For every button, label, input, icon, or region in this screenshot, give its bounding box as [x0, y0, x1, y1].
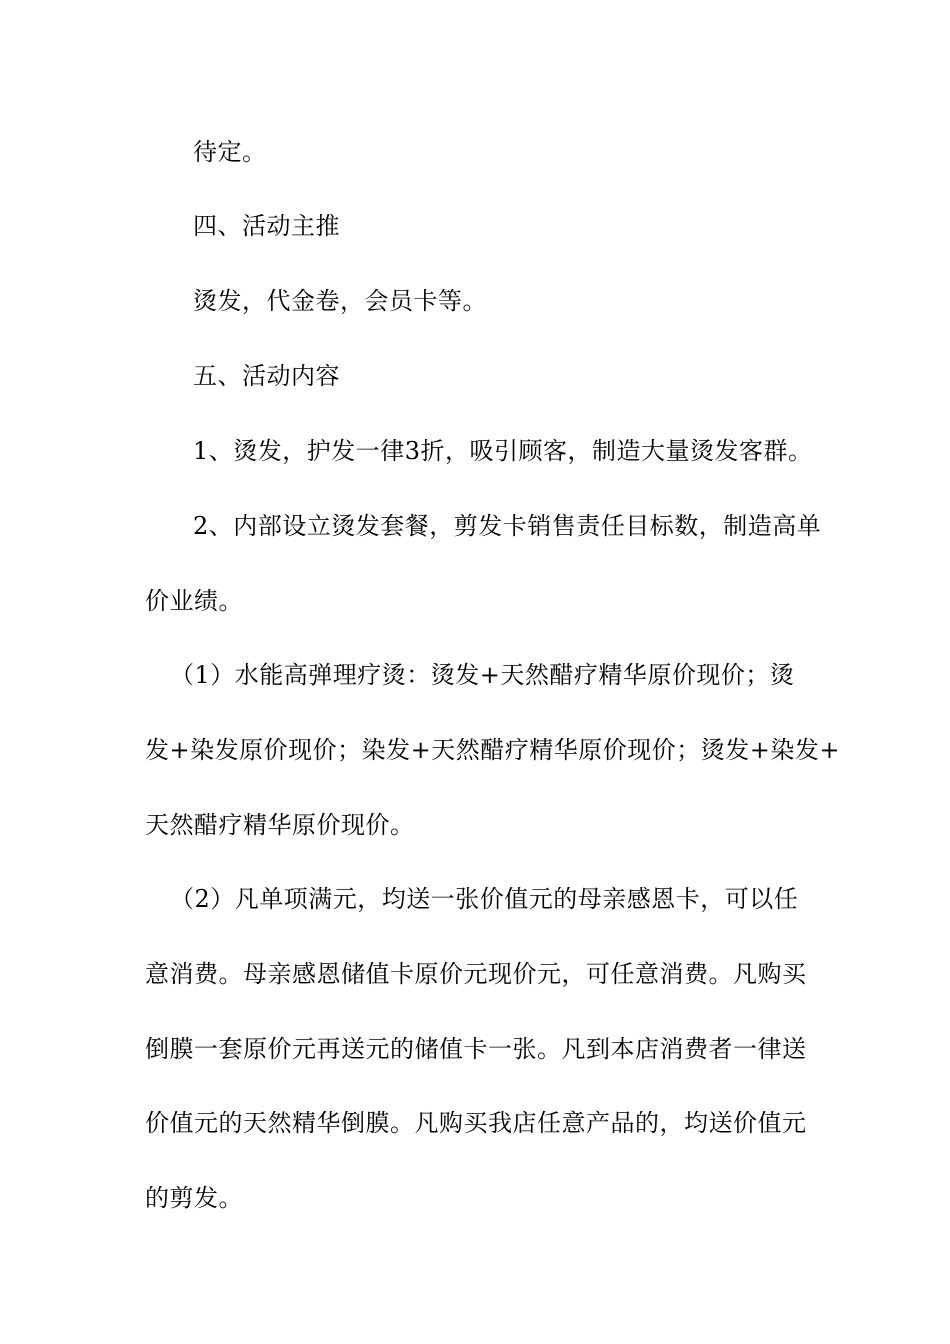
- paragraph-line: （2）凡单项满元，均送一张价值元的母亲感恩卡，可以任: [170, 885, 799, 913]
- paragraph-line: 倒膜一套原价元再送元的储值卡一张。凡到本店消费者一律送: [145, 1035, 807, 1063]
- paragraph-line: 发+染发原价现价；染发+天然醋疗精华原价现价；烫发+染发+: [145, 736, 840, 764]
- paragraph-line: （1）水能高弹理疗烫：烫发+天然醋疗精华原价现价；烫: [170, 661, 795, 689]
- paragraph-line: 天然醋疗精华原价现价。: [145, 811, 415, 839]
- paragraph-line: 价值元的天然精华倒膜。凡购买我店任意产品的，均送价值元: [145, 1109, 807, 1137]
- paragraph-line: 价业绩。: [145, 587, 243, 615]
- paragraph-line: 烫发，代金卷，会员卡等。: [193, 287, 487, 315]
- paragraph-line: 待定。: [193, 138, 267, 166]
- paragraph-line: 意消费。母亲感恩储值卡原价元现价元，可任意消费。凡购买: [145, 960, 807, 988]
- paragraph-line: 1、烫发，护发一律3折，吸引顾客，制造大量烫发客群。: [193, 437, 813, 465]
- section-heading: 五、活动内容: [193, 362, 340, 390]
- section-heading: 四、活动主推: [193, 212, 340, 240]
- paragraph-line: 2、内部设立烫发套餐，剪发卡销售责任目标数，制造高单: [193, 512, 822, 540]
- paragraph-line: 的剪发。: [145, 1184, 243, 1212]
